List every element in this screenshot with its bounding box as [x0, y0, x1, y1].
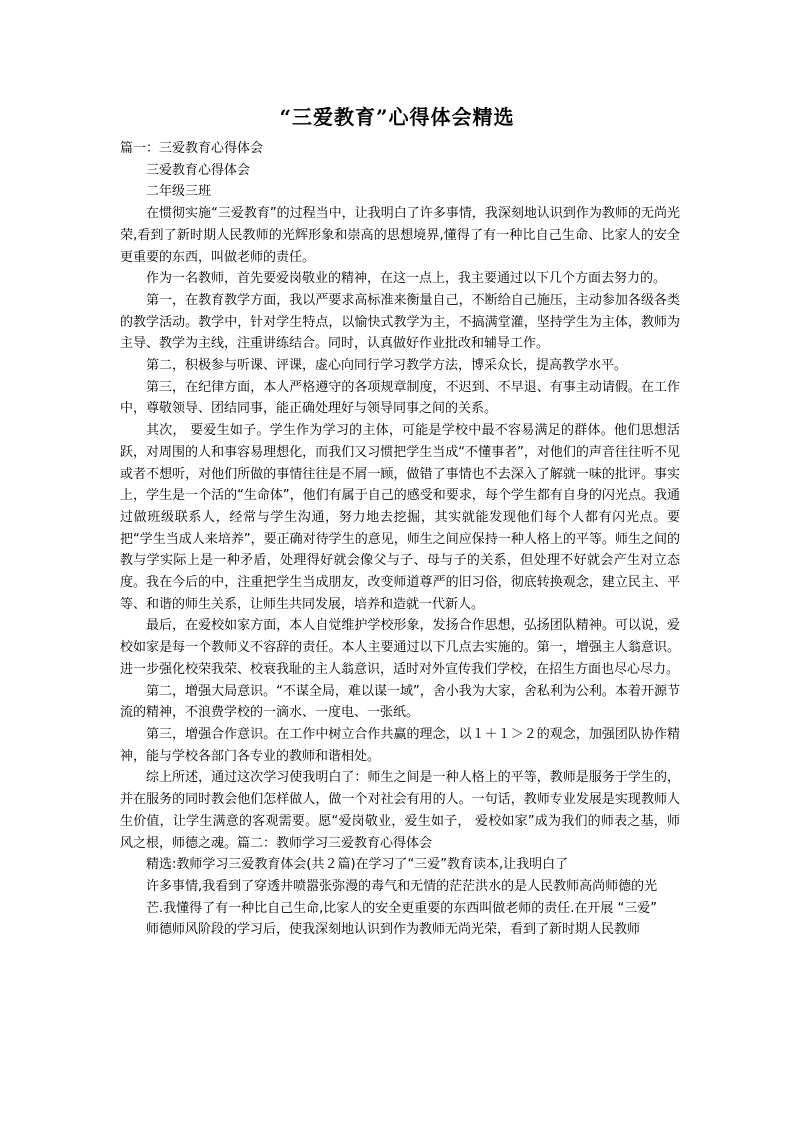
- paragraph: 其次， 要爱生如子。学生作为学习的主体，可能是学校中最不容易满足的群体。他们思想活跃，对周围的人和事容易理想化，而我们又习惯把学生当成“不懂事者”，对他们的声音往往听不见或者不想听，对他们所做的事情往往是不屑一顾，做错了事情也不去深入了解就一味的批评。事实上，学生是一个活的“生命体”，他们有属于自己的感受和要求，每个学生都有自身的闪光点。我通过做班级联系人，经常与学生沟通，努力地去挖掘，其实就能发现他们每个人都有闪光点。要把“学生当成人来培养”，要正确对待学生的意见，师生之间应保持一种人格上的平等。师生之间的教与学实际上是一种矛盾，处理得好就会像父与子、母与子的关系，但处理不好就会产生对立态度。我在今后的中，注重把学生当成朋友，改变师道尊严的旧习俗，彻底转换观念，建立民主、平等、和谐的师生关系，让师生共同发展，培养和造就一代新人。: [120, 423, 680, 612]
- paragraph: 第一，在教育教学方面，我以严要求高标准来衡量自己，不断给自己施压，主动参加各级各类的教学活动。教学中，针对学生特点，以愉快式教学为主，不搞满堂灌，坚持学生为主体，教师为主导、教学为主线，注重讲练结合。同时，认真做好作业批改和辅导工作。: [120, 292, 680, 352]
- paragraph: 许多事情,我看到了穿透井喷嚣张弥漫的毒气和无情的茫茫洪水的是人民教师高尚师德的光: [146, 878, 658, 894]
- paragraph: 最后，在爱校如家方面，本人自觉维护学校形象，发扬合作思想，弘扬团队精神。可以说，爱校如家是每一个教师义不容辞的责任。本人主要通过以下几点去实施的。第一，增强主人翁意识。进一步强化校荣我荣、校衰我耻的主人翁意识，适时对外宣传我们学校，在招生方面也尽心尽力。: [120, 618, 680, 677]
- document-body: [120, 138, 680, 941]
- paragraph-subtitle: 三爱教育心得体会: [146, 162, 251, 178]
- paragraph: 在惯彻实施“三爱教育”的过程当中，让我明白了许多事情，我深刻地认识到作为教师的无尚光荣,看到了新时期人民教师的光辉形象和崇高的思想境界,懂得了有一种比自己生命、比家人的安全更重要的东西，叫做老师的责任。: [120, 206, 680, 265]
- paragraph: 精选:教师学习三爱教育体会(共２篇)在学习了“三爱”教育读本,让我明白了: [146, 857, 569, 873]
- document-title: “三爱教育”心得体会精选: [279, 105, 515, 129]
- paragraph-class-name: 二年级三班: [146, 184, 212, 200]
- paragraph: 芒.我懂得了有一种比自己生命,比家人的安全更重要的东西叫做老师的责任.在开展 “三爱”: [146, 900, 657, 916]
- paragraph: 第二，增强大局意识。“不谋全局，难以谋一域”，舍小我为大家，舍私利为公利。本着开源节流的精神，不浪费学校的一滴水、一度电、一张纸。: [120, 683, 680, 721]
- paragraph: 师德师风阶段的学习后，使我深刻地认识到作为教师无尚光荣，看到了新时期人民教师: [146, 922, 641, 938]
- paragraph: 作为一名教师，首先要爱岗敬业的精神，在这一点上，我主要通过以下几个方面去努力的。: [146, 271, 667, 287]
- paragraph-section-heading-1: 篇一：三爱教育心得体会: [120, 141, 264, 156]
- paragraph: 第三，增强合作意识。在工作中树立合作共赢的理念，以１＋１＞２的观念，加强团队协作精神，能与学校各部门各专业的教师和谐相处。: [120, 726, 680, 764]
- paragraph: 第二，积极参与听课、评课，虚心向同行学习教学方法，博采众长，提高教学水平。: [146, 358, 628, 374]
- paragraph: 第三，在纪律方面，本人严格遵守的各项规章制度，不迟到、不早退、有事主动请假。在工作中，尊敬领导、团结同事，能正确处理好与领导同事之间的关系。: [120, 379, 680, 417]
- paragraph: 综上所述，通过这次学习使我明白了：师生之间是一种人格上的平等，教师是服务于学生的，并在服务的同时教会他们怎样做人，做一个对社会有用的人。一句话，教师专业发展是实现教师人生价值，让学生满意的客观需要。愿“爱岗敬业，爱生如子， 爱校如家”成为我们的师表之基，师风之根，师德之魂。篇二：教师学习三爱教育心得体会: [120, 770, 680, 851]
